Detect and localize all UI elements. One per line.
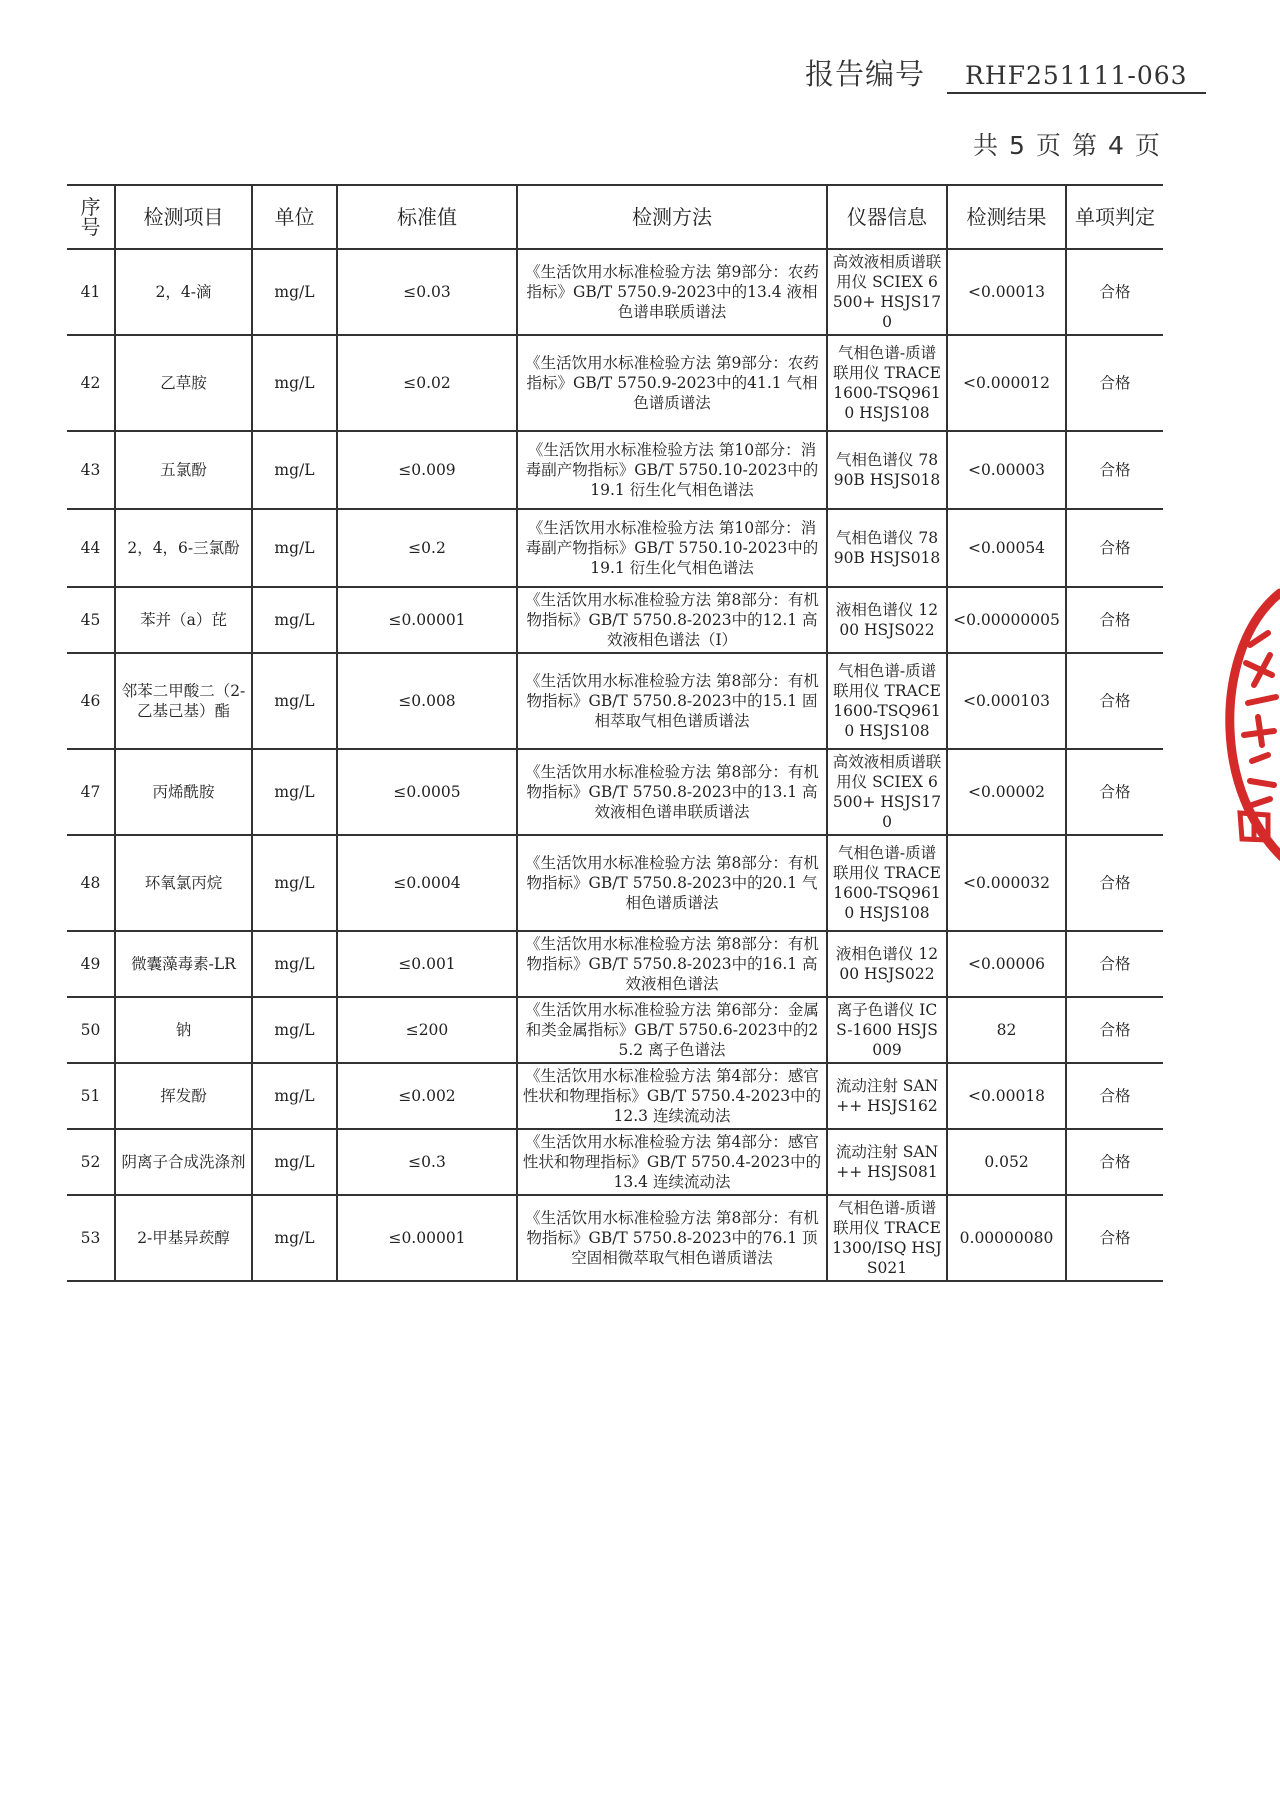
cell-method: 《生活饮用水标准检验方法 第6部分：金属和类金属指标》GB/T 5750.6-2023中的25.2 离子色谱法 <box>517 997 827 1063</box>
cell-item: 钠 <box>115 997 252 1063</box>
cell-instrument: 气相色谱-质谱联用仪 TRACE1600-TSQ9610 HSJS108 <box>827 653 947 749</box>
cell-unit: mg/L <box>252 249 337 335</box>
cell-result: 0.052 <box>947 1129 1066 1195</box>
column-header-unit: 单位 <box>252 185 337 249</box>
cell-standard: ≤0.009 <box>337 431 517 509</box>
cell-no: 49 <box>67 931 115 997</box>
table-header-row <box>67 185 1163 249</box>
table-row <box>67 653 1163 749</box>
cell-instrument: 高效液相质谱联用仪 SCIEX 6500+ HSJS170 <box>827 249 947 335</box>
cell-result: <0.000032 <box>947 835 1066 931</box>
cell-method: 《生活饮用水标准检验方法 第10部分：消毒副产物指标》GB/T 5750.10-2023中的19.1 衍生化气相色谱法 <box>517 509 827 587</box>
red-seal-stamp <box>1210 585 1280 865</box>
cell-standard: ≤0.02 <box>337 335 517 431</box>
cell-unit: mg/L <box>252 509 337 587</box>
cell-result: 82 <box>947 997 1066 1063</box>
results-table <box>67 184 1163 1282</box>
cell-standard: ≤200 <box>337 997 517 1063</box>
cell-item: 挥发酚 <box>115 1063 252 1129</box>
page-total-prefix: 共 <box>973 131 1001 160</box>
cell-unit: mg/L <box>252 835 337 931</box>
report-number <box>805 52 1206 94</box>
cell-method: 《生活饮用水标准检验方法 第8部分：有机物指标》GB/T 5750.8-2023中的15.1 固相萃取气相色谱质谱法 <box>517 653 827 749</box>
cell-result: <0.00018 <box>947 1063 1066 1129</box>
cell-standard: ≤0.008 <box>337 653 517 749</box>
cell-judgement: 合格 <box>1066 249 1163 335</box>
cell-item: 2-甲基异莰醇 <box>115 1195 252 1281</box>
cell-result: <0.00054 <box>947 509 1066 587</box>
cell-no: 48 <box>67 835 115 931</box>
cell-standard: ≤0.002 <box>337 1063 517 1129</box>
cell-unit: mg/L <box>252 931 337 997</box>
cell-instrument: 流动注射 SAN++ HSJS081 <box>827 1129 947 1195</box>
column-header-item: 检测项目 <box>115 185 252 249</box>
cell-judgement: 合格 <box>1066 1195 1163 1281</box>
cell-result: <0.00000005 <box>947 587 1066 653</box>
table-row <box>67 1195 1163 1281</box>
cell-result: <0.000103 <box>947 653 1066 749</box>
table-row <box>67 997 1163 1063</box>
cell-method: 《生活饮用水标准检验方法 第4部分：感官性状和物理指标》GB/T 5750.4-2023中的13.4 连续流动法 <box>517 1129 827 1195</box>
cell-standard: ≤0.0005 <box>337 749 517 835</box>
cell-judgement: 合格 <box>1066 335 1163 431</box>
cell-method: 《生活饮用水标准检验方法 第9部分：农药指标》GB/T 5750.9-2023中的13.4 液相色谱串联质谱法 <box>517 249 827 335</box>
cell-result: <0.00002 <box>947 749 1066 835</box>
cell-instrument: 气相色谱-质谱联用仪 TRACE1600-TSQ9610 HSJS108 <box>827 835 947 931</box>
table-row <box>67 749 1163 835</box>
cell-no: 41 <box>67 249 115 335</box>
page-current-suffix: 页 <box>1134 131 1162 160</box>
cell-item: 阴离子合成洗涤剂 <box>115 1129 252 1195</box>
cell-item: 环氧氯丙烷 <box>115 835 252 931</box>
cell-standard: ≤0.03 <box>337 249 517 335</box>
column-header-result: 检测结果 <box>947 185 1066 249</box>
cell-method: 《生活饮用水标准检验方法 第10部分：消毒副产物指标》GB/T 5750.10-2023中的19.1 衍生化气相色谱法 <box>517 431 827 509</box>
cell-item: 微囊藻毒素-LR <box>115 931 252 997</box>
page-total-suffix: 页 <box>1035 131 1063 160</box>
cell-unit: mg/L <box>252 431 337 509</box>
report-number-label: 报告编号 <box>805 57 926 91</box>
page-indicator <box>973 126 1171 162</box>
cell-instrument: 气相色谱仪 7890B HSJS018 <box>827 431 947 509</box>
cell-result: 0.00000080 <box>947 1195 1066 1281</box>
cell-instrument: 高效液相质谱联用仪 SCIEX 6500+ HSJS170 <box>827 749 947 835</box>
column-header-no: 序号 <box>67 185 115 249</box>
table-row <box>67 835 1163 931</box>
cell-instrument: 气相色谱-质谱联用仪 TRACE1600-TSQ9610 HSJS108 <box>827 335 947 431</box>
report-number-value: RHF251111-063 <box>947 61 1206 94</box>
cell-method: 《生活饮用水标准检验方法 第8部分：有机物指标》GB/T 5750.8-2023中的13.1 高效液相色谱串联质谱法 <box>517 749 827 835</box>
cell-item: 五氯酚 <box>115 431 252 509</box>
cell-item: 邻苯二甲酸二（2-乙基己基）酯 <box>115 653 252 749</box>
cell-judgement: 合格 <box>1066 931 1163 997</box>
table-row <box>67 431 1163 509</box>
page-current: 4 <box>1107 131 1126 160</box>
cell-instrument: 离子色谱仪 ICS-1600 HSJS009 <box>827 997 947 1063</box>
page-current-prefix: 第 <box>1071 131 1099 160</box>
cell-result: <0.00003 <box>947 431 1066 509</box>
cell-item: 苯并（a）芘 <box>115 587 252 653</box>
cell-unit: mg/L <box>252 335 337 431</box>
cell-standard: ≤0.001 <box>337 931 517 997</box>
page-total: 5 <box>1009 131 1027 160</box>
table-body <box>67 249 1163 1281</box>
table-row <box>67 335 1163 431</box>
cell-no: 43 <box>67 431 115 509</box>
cell-standard: ≤0.00001 <box>337 1195 517 1281</box>
table-row <box>67 1129 1163 1195</box>
cell-instrument: 气相色谱-质谱联用仪 TRACE1300/ISQ HSJS021 <box>827 1195 947 1281</box>
cell-unit: mg/L <box>252 653 337 749</box>
cell-judgement: 合格 <box>1066 431 1163 509</box>
table-row <box>67 587 1163 653</box>
cell-method: 《生活饮用水标准检验方法 第9部分：农药指标》GB/T 5750.9-2023中的41.1 气相色谱质谱法 <box>517 335 827 431</box>
table-row <box>67 509 1163 587</box>
cell-item: 丙烯酰胺 <box>115 749 252 835</box>
cell-judgement: 合格 <box>1066 587 1163 653</box>
cell-judgement: 合格 <box>1066 1129 1163 1195</box>
cell-no: 51 <box>67 1063 115 1129</box>
cell-item: 2，4-滴 <box>115 249 252 335</box>
cell-standard: ≤0.00001 <box>337 587 517 653</box>
cell-unit: mg/L <box>252 749 337 835</box>
cell-unit: mg/L <box>252 1063 337 1129</box>
cell-standard: ≤0.2 <box>337 509 517 587</box>
column-header-method: 检测方法 <box>517 185 827 249</box>
column-header-instrument: 仪器信息 <box>827 185 947 249</box>
cell-no: 50 <box>67 997 115 1063</box>
cell-item: 2，4，6-三氯酚 <box>115 509 252 587</box>
cell-judgement: 合格 <box>1066 1063 1163 1129</box>
cell-judgement: 合格 <box>1066 653 1163 749</box>
cell-method: 《生活饮用水标准检验方法 第4部分：感官性状和物理指标》GB/T 5750.4-2023中的12.3 连续流动法 <box>517 1063 827 1129</box>
cell-no: 46 <box>67 653 115 749</box>
cell-judgement: 合格 <box>1066 997 1163 1063</box>
cell-method: 《生活饮用水标准检验方法 第8部分：有机物指标》GB/T 5750.8-2023中的76.1 顶空固相微萃取气相色谱质谱法 <box>517 1195 827 1281</box>
cell-no: 47 <box>67 749 115 835</box>
cell-no: 52 <box>67 1129 115 1195</box>
cell-unit: mg/L <box>252 997 337 1063</box>
cell-standard: ≤0.0004 <box>337 835 517 931</box>
cell-instrument: 流动注射 SAN++ HSJS162 <box>827 1063 947 1129</box>
cell-item: 乙草胺 <box>115 335 252 431</box>
cell-no: 45 <box>67 587 115 653</box>
cell-instrument: 液相色谱仪 1200 HSJS022 <box>827 587 947 653</box>
cell-instrument: 液相色谱仪 1200 HSJS022 <box>827 931 947 997</box>
cell-unit: mg/L <box>252 1129 337 1195</box>
cell-no: 53 <box>67 1195 115 1281</box>
cell-result: <0.00013 <box>947 249 1066 335</box>
cell-result: <0.00006 <box>947 931 1066 997</box>
cell-result: <0.000012 <box>947 335 1066 431</box>
cell-no: 42 <box>67 335 115 431</box>
cell-unit: mg/L <box>252 1195 337 1281</box>
table-row <box>67 249 1163 335</box>
cell-method: 《生活饮用水标准检验方法 第8部分：有机物指标》GB/T 5750.8-2023中的12.1 高效液相色谱法（I） <box>517 587 827 653</box>
cell-unit: mg/L <box>252 587 337 653</box>
cell-instrument: 气相色谱仪 7890B HSJS018 <box>827 509 947 587</box>
cell-standard: ≤0.3 <box>337 1129 517 1195</box>
cell-method: 《生活饮用水标准检验方法 第8部分：有机物指标》GB/T 5750.8-2023中的20.1 气相色谱质谱法 <box>517 835 827 931</box>
cell-judgement: 合格 <box>1066 749 1163 835</box>
cell-judgement: 合格 <box>1066 509 1163 587</box>
cell-method: 《生活饮用水标准检验方法 第8部分：有机物指标》GB/T 5750.8-2023中的16.1 高效液相色谱法 <box>517 931 827 997</box>
column-header-judgement: 单项判定 <box>1066 185 1163 249</box>
table-row <box>67 1063 1163 1129</box>
cell-judgement: 合格 <box>1066 835 1163 931</box>
cell-no: 44 <box>67 509 115 587</box>
table-row <box>67 931 1163 997</box>
column-header-standard: 标准值 <box>337 185 517 249</box>
